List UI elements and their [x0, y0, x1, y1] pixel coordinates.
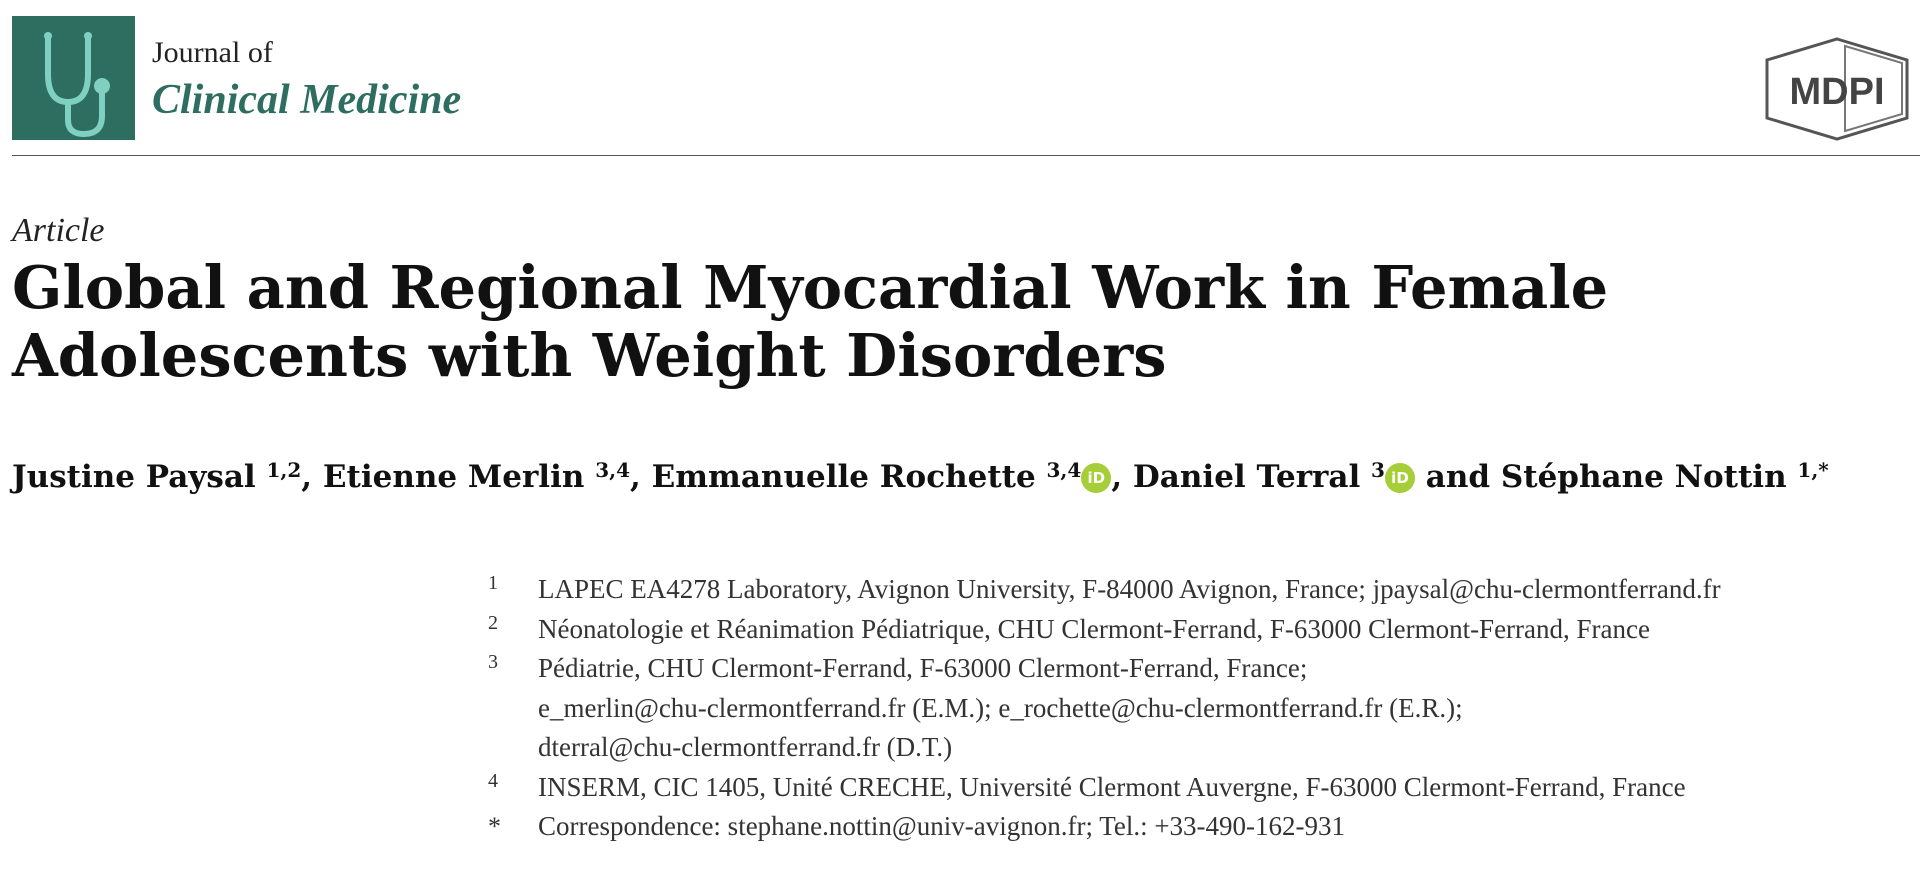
affiliation-marker: 4 [488, 769, 498, 792]
affiliation-list [480, 570, 1920, 847]
affiliation-line: Pédiatrie, CHU Clermont-Ferrand, F-63000 Clermont-Ferrand, France; [538, 653, 1308, 683]
stethoscope-icon [12, 16, 135, 140]
author-affiliation-marker: 1,* [1797, 458, 1829, 482]
author-affiliation-marker: 1,2 [266, 458, 302, 482]
journal-logo [12, 16, 135, 140]
affiliation-line: INSERM, CIC 1405, Unité CRECHE, Université Clermont Auvergne, F-63000 Clermont-Ferrand, France [538, 771, 1686, 802]
affiliation-row [480, 768, 1920, 808]
correspondence-row [480, 807, 1920, 847]
affiliation-line: LAPEC EA4278 Laboratory, Avignon University, F-84000 Avignon, France; jpaysal@chu-clermontferrand.fr [538, 574, 1721, 604]
affiliation-marker: * [488, 812, 501, 841]
affiliation-row [480, 610, 1920, 650]
author-affiliation-marker: 3,4 [1046, 458, 1082, 482]
author-separator: , [630, 459, 652, 495]
author-separator: , [1111, 459, 1133, 495]
affiliation-line: dterral@chu-clermontferrand.fr (D.T.) [538, 732, 953, 762]
journal-of-label: Journal of [152, 36, 273, 69]
author-name: Justine Paysal [12, 459, 256, 495]
affiliation-row [480, 649, 1920, 768]
mdpi-logo [1757, 36, 1917, 142]
paper-title: Global and Regional Myocardial Work in Female Adolescents with Weight Disorders [12, 253, 1609, 390]
journal-name: Clinical Medicine [152, 77, 462, 123]
author-list [12, 458, 1912, 495]
author-affiliation-marker: 3,4 [595, 458, 630, 482]
author-name: Stéphane Nottin [1500, 459, 1787, 495]
orcid-icon[interactable]: iD [1385, 463, 1415, 493]
author-separator: , [301, 459, 323, 495]
affiliation-line: Néonatologie et Réanimation Pédiatrique, CHU Clermont-Ferrand, F-63000 Clermont-Ferrand, France [538, 613, 1650, 644]
affiliation-row [480, 570, 1920, 610]
orcid-icon[interactable]: iD [1081, 463, 1111, 493]
affiliation-marker: 2 [488, 611, 498, 634]
affiliation-marker: 3 [488, 651, 498, 673]
article-type: Article [12, 212, 105, 249]
author-name: Etienne Merlin [322, 459, 585, 495]
affiliation-line: Correspondence: stephane.nottin@univ-avignon.fr; Tel.: +33-490-162-931 [538, 811, 1346, 841]
author-separator: and [1414, 459, 1501, 495]
author-name: Emmanuelle Rochette [651, 459, 1036, 495]
affiliation-line: e_merlin@chu-clermontferrand.fr (E.M.); e_rochette@chu-clermontferrand.fr (E.R.); [538, 692, 1463, 723]
author-affiliation-marker: 3 [1371, 458, 1385, 482]
author-name: Daniel Terral [1132, 459, 1361, 495]
header-divider [12, 155, 1920, 156]
mdpi-text: MDPI [1789, 71, 1885, 113]
affiliation-marker: 1 [488, 572, 498, 594]
